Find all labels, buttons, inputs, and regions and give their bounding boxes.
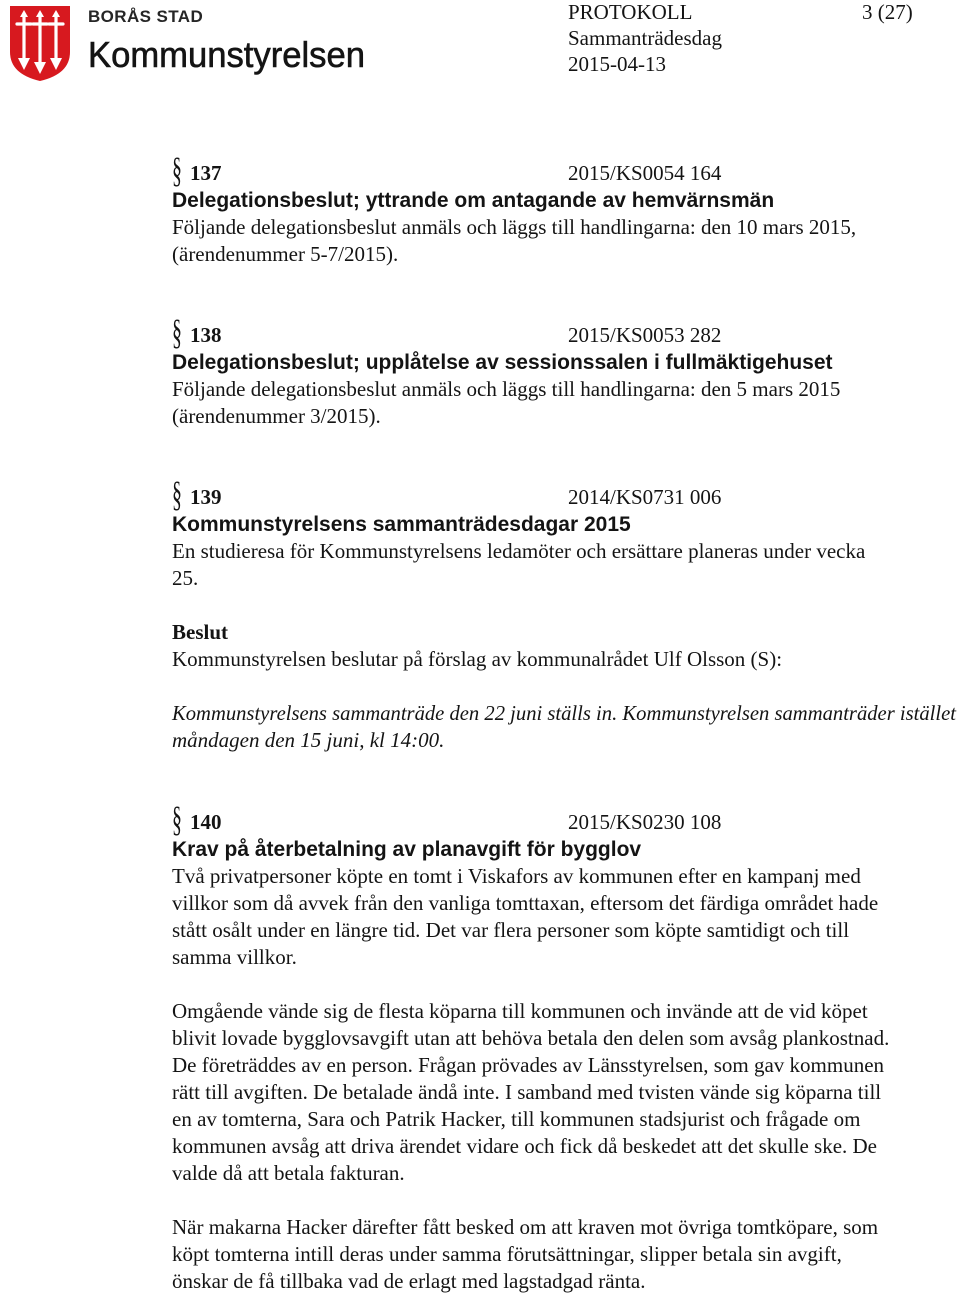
section-sign-icon: § (172, 150, 182, 190)
section-sign-icon: § (172, 474, 182, 514)
body-line: (ärendenummer 3/2015). (172, 404, 381, 428)
decision-label: Beslut (172, 620, 229, 644)
body-line: villkor som då avvek från den vanliga tomttaxan, eftersom det färdiga området hade (172, 891, 879, 915)
body-line: valde då att betala fakturan. (172, 1161, 405, 1185)
section-number: 139 (190, 485, 222, 509)
section-heading: Kommunstyrelsens sammanträdesdagar 2015 (172, 513, 631, 536)
boras-coat-of-arms-icon (8, 4, 72, 82)
section-heading: Delegationsbeslut; yttrande om antagande av hemvärnsmän (172, 189, 775, 212)
section-number: 140 (190, 810, 222, 834)
body-line: köpt tomterna intill deras under samma förutsättningar, slipper betala sin avgift, (172, 1242, 842, 1266)
body-line: En studieresa för Kommunstyrelsens ledamöter och ersättare planeras under vecka (172, 539, 866, 563)
body-line: en av tomterna, Sara och Patrik Hacker, till kommunen stadsjurist och frågade om (172, 1107, 861, 1131)
body-line: (ärendenummer 5-7/2015). (172, 242, 399, 266)
unit-name: Kommunstyrelsen (88, 34, 365, 75)
page-number: 3 (27) (862, 0, 913, 24)
section-number: 138 (190, 323, 222, 347)
section-number-line (172, 150, 958, 190)
section-number-line (172, 312, 958, 352)
section-138 (172, 312, 958, 430)
section-heading: Krav på återbetalning av planavgift för bygglov (172, 838, 642, 861)
body-line: samma villkor. (172, 945, 297, 969)
spacer (172, 592, 958, 619)
section-sign-icon: § (172, 799, 182, 839)
body-line: önskar de få tillbaka vad de erlagt med lagstadgad ränta. (172, 1269, 646, 1293)
section-sign-icon: § (172, 312, 182, 352)
body-line: stått osålt under en längre tid. Det var flera personer som köpte samtidigt och till (172, 918, 850, 942)
case-number: 2015/KS0230 108 (568, 810, 722, 834)
paragraph (172, 998, 958, 1187)
body-line: rätt till avgiften. De betalade ändå inte. I samband med tvisten vände sig köparna till (172, 1080, 882, 1104)
case-number: 2015/KS0053 282 (568, 323, 722, 347)
meeting-date: 2015-04-13 (568, 52, 666, 76)
document-type: PROTOKOLL (568, 0, 693, 24)
section-137 (172, 150, 958, 268)
body-line: blivit lovade bygglovsavgift utan att behöva betala den delen som avsåg plankostnad. (172, 1026, 890, 1050)
section-number: 137 (190, 161, 222, 185)
body-line: 25. (172, 566, 199, 590)
case-number: 2014/KS0731 006 (568, 485, 722, 509)
section-number-line (172, 474, 958, 514)
section-number-line (172, 799, 958, 839)
decision-italic-line: Kommunstyrelsens sammanträde den 22 juni ställs in. Kommunstyrelsen sammanträder istället (172, 701, 956, 725)
body-line: Följande delegationsbeslut anmäls och läggs till handlingarna: den 5 mars 2015 (172, 377, 841, 401)
organization-name: BORÅS STAD (88, 7, 204, 26)
paragraph (172, 1214, 958, 1295)
case-number: 2015/KS0054 164 (568, 161, 722, 185)
paragraph (172, 863, 958, 971)
spacer (172, 1187, 958, 1214)
section-140 (172, 799, 958, 1295)
spacer (172, 971, 958, 998)
decision-italic-line: måndagen den 15 juni, kl 14:00. (172, 728, 445, 752)
body-line: Två privatpersoner köpte en tomt i Viskafors av kommunen efter en kampanj med (172, 864, 861, 888)
body-line: Omgående vände sig de flesta köparna till kommunen och invände att de vid köpet (172, 999, 868, 1023)
body-line: kommunen avsåg att driva ärendet vidare och fick då beskedet att det skulle ske. De (172, 1134, 877, 1158)
section-heading: Delegationsbeslut; upplåtelse av sessionssalen i fullmäktigehuset (172, 351, 833, 374)
meeting-date-label: Sammanträdesdag (568, 26, 722, 50)
body-line: Följande delegationsbeslut anmäls och läggs till handlingarna: den 10 mars 2015, (172, 215, 857, 239)
section-139 (172, 474, 958, 754)
spacer (172, 673, 958, 700)
decision-text: Kommunstyrelsen beslutar på förslag av kommunalrådet Ulf Olsson (S): (172, 647, 783, 671)
body-line: De företräddes av en person. Frågan prövades av Länsstyrelsen, som gav kommunen (172, 1053, 885, 1077)
body-line: När makarna Hacker därefter fått besked om att kraven mot övriga tomtköpare, som (172, 1215, 879, 1239)
